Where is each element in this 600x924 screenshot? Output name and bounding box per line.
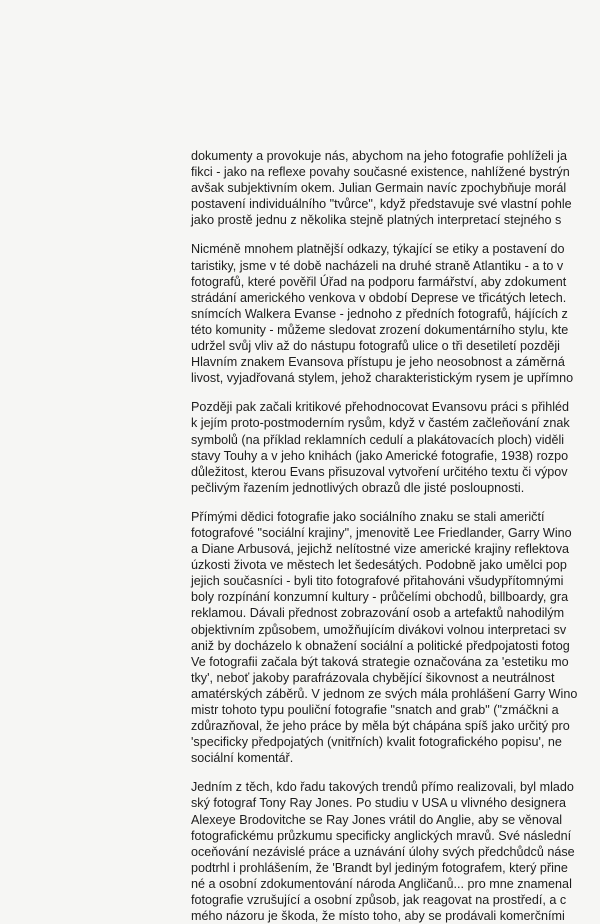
- text-line: Později pak začali kritikové přehodnocovat Evansovu práci s přihléd: [191, 400, 570, 415]
- text-line: jako prostě jednu z několika stejně platných interpretací stejného s: [191, 213, 562, 228]
- text-line: Přímými dědici fotografie jako sociálního znaku se stali američtí: [191, 509, 545, 524]
- text-line: Alexeye Brodovitche se Ray Jones vrátil do Anglie, aby se věnoval: [191, 812, 563, 827]
- text-line: fotografickému průzkumu specificky anglických mravů. Své následní: [191, 828, 572, 843]
- text-line: livost, vyjadřovaná stylem, jehož charakteristickým rysem je upřímno: [191, 371, 574, 386]
- text-line: fotografové "sociální krajiny", jmenovitě Lee Friedlander, Garry Wino: [191, 525, 572, 540]
- text-line: Jedním z těch, kdo řadu takových trendů přímo realizovali, byl mlado: [191, 780, 574, 795]
- text-line: strádání amerického venkova v období Deprese ve třicátých letech.: [191, 290, 567, 305]
- text-line: 'specificky předpojatých (vnitřních) kvalit fotografického popisu', ne: [191, 735, 562, 750]
- text-line: fotografů, které pověřil Úřad na podporu farmářství, aby zdokument: [191, 274, 567, 289]
- text-line: avšak subjektivním okem. Julian Germain navíc zpochybňuje morál: [191, 181, 567, 196]
- text-line: zdůrazňoval, že jeho práce by měla být chápána spíš jako určitý pro: [191, 719, 570, 734]
- text-line: a Diane Arbusová, jejichž nelítostné vize americké krajiny reflektova: [191, 542, 569, 557]
- text-line: amatérských záběrů. V jednom ze svých mála prohlášení Garry Wino: [191, 686, 578, 701]
- text-line: snímcích Walkera Evanse - jednoho z předních fotografů, hájících z: [191, 306, 568, 321]
- text-line: k jejím proto-postmoderním rysům, když v častém začleňování znak: [191, 416, 570, 431]
- text-line: jejich současníci - byli tito fotografové přitahováni všudypřítomnými: [191, 574, 564, 589]
- text-line: mého názoru je škoda, že místo toho, aby se prodávali komerčními: [191, 909, 565, 924]
- text-line: taristiky, jsme v té době nacházeli na druhé straně Atlantiku - a to v: [191, 258, 564, 273]
- text-line: objektivním způsobem, umožňujícím divákovi volnou interpretaci sv: [191, 622, 567, 637]
- text-line: Nicméně mnohem platnější odkazy, týkající se etiky a postavení do: [191, 242, 565, 257]
- text-line: tky', neboť jakoby parafrázovala chybějící šikovnost a neutrálnost: [191, 670, 555, 685]
- text-line: Hlavním znakem Evansova přístupu je jeho neosobnost a záměrná: [191, 355, 565, 370]
- document-page: [191, 148, 600, 924]
- text-line: ský fotograf Tony Ray Jones. Po studiu v USA u vlivného designera: [191, 796, 566, 811]
- text-line: fikci - jako na reflexe povahy současné existence, nahlížené bystrýn: [191, 165, 570, 180]
- text-line: stavy Touhy a v jeho knihách (jako Americké fotografie, 1938) rozpo: [191, 448, 569, 463]
- text-line: dokumenty a provokuje nás, abychom na jeho fotografie pohlíželi ja: [191, 149, 567, 163]
- text-line: mistr tohoto typu pouliční fotografie "snatch and grab" ("zmáčkni a: [191, 703, 559, 717]
- text-line: úzkosti života ve městech let šedesátých. Podobně jako umělci pop: [191, 558, 567, 573]
- paragraph-2: [191, 241, 600, 386]
- text-line: fotografie vzrušující a osobní způsob, jak reagovat na prostředí, a c: [191, 893, 567, 908]
- text-line: pečlivým řazením jednotlivých obrazů dle jisté posloupnosti.: [191, 480, 525, 495]
- paragraph-3: [191, 399, 600, 496]
- text-line: postavení individuálního "tvůrce", když představuje své vlastní pohle: [191, 197, 572, 212]
- text-line: reklamou. Dávali přednost zobrazování osob a artefaktů nahodilým: [191, 606, 565, 621]
- text-line: udržel svůj vliv až do nástupu fotografů ulice o tři desetiletí později: [191, 339, 560, 354]
- text-line: aniž by docházelo k obnažení sociální a politické předpojatosti fotog: [191, 638, 570, 653]
- text-line: podtrhl i prohlášením, že 'Brandt byl jediným fotografem, který přine: [191, 860, 568, 875]
- text-line: sociální komentář.: [191, 751, 294, 766]
- text-line: oceňování nezávislé práce a uznávání úlohy svých předchůdců náse: [191, 844, 575, 859]
- text-line: né a osobní zdokumentování národa Angličanů... pro mne znamenal: [191, 876, 572, 891]
- text-line: Ve fotografii začala být taková strategie označována za 'estetiku mo: [191, 654, 569, 669]
- text-line: symbolů (na příklad reklamních cedulí a plakátovacích ploch) viděli: [191, 432, 565, 447]
- paragraph-5: [191, 779, 600, 924]
- text-line: důležitost, kterou Evans přisuzoval vytvoření určitého textu či výpov: [191, 464, 568, 479]
- text-line: boly rozpínání konzumní kultury - průčelími obchodů, billboardy, gra: [191, 590, 569, 605]
- text-line: této komunity - můžeme sledovat zrození dokumentárního stylu, kte: [191, 322, 569, 337]
- paragraph-4: [191, 509, 600, 767]
- paragraph-1: [191, 148, 600, 228]
